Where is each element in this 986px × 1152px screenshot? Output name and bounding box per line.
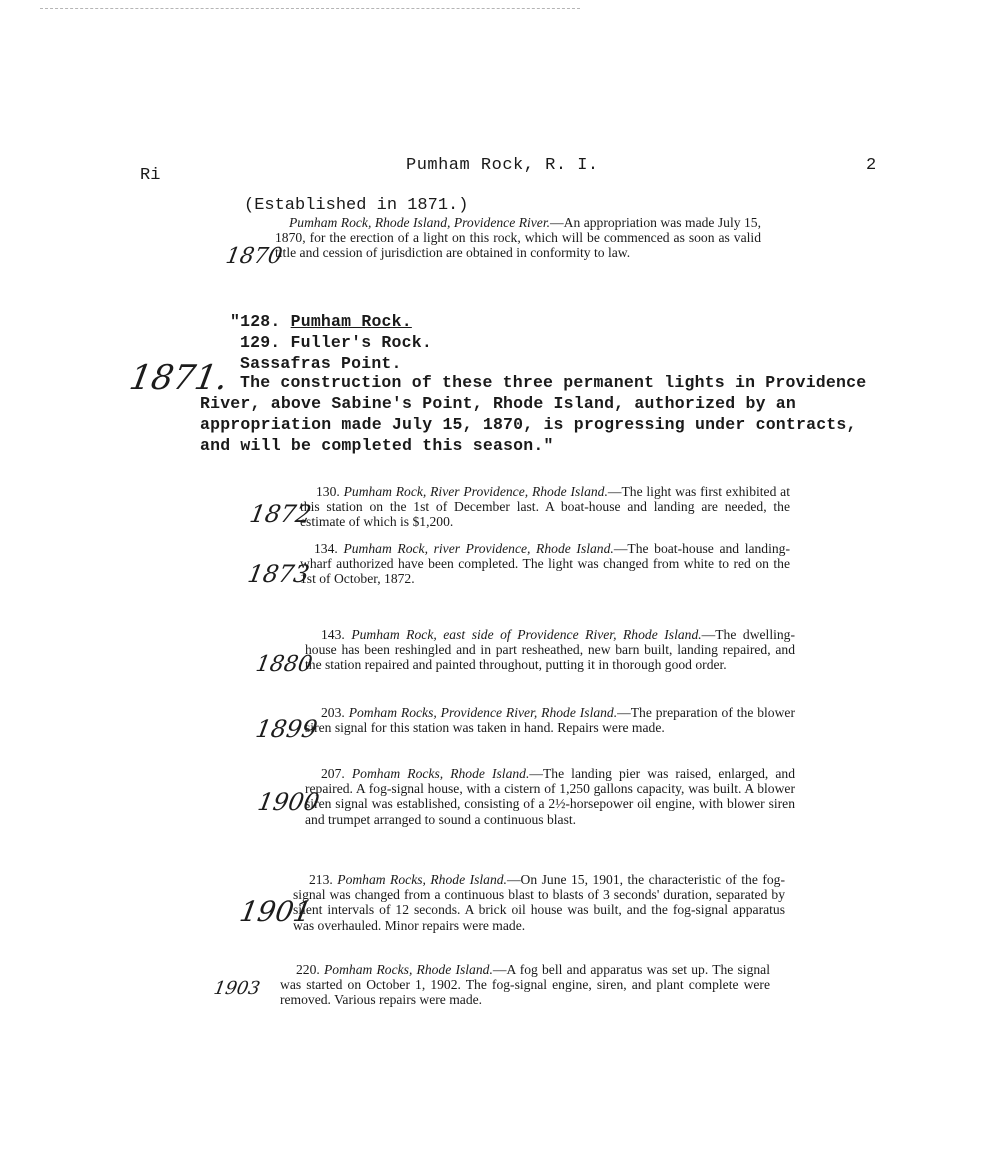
entry-213-lead: Pomham Rocks, Rhode Island.	[337, 872, 507, 887]
margin-note: Ri	[140, 166, 161, 185]
entry-1870-lead: Pumham Rock, Rhode Island, Providence River.	[289, 215, 551, 230]
scan-top-rule	[40, 8, 580, 9]
handwritten-year-1901: 1901	[237, 895, 315, 928]
page-number: 2	[866, 156, 877, 175]
typed-line-sassafras: Sassafras Point.	[240, 354, 402, 373]
entry-213-number: 213.	[309, 872, 333, 887]
entry-220-lead: Pomham Rocks, Rhode Island.	[323, 962, 493, 977]
typed-paragraph: The construction of these three permanent lights in Providence River, above Sabine's Point, Rhode Island, authorized by an appropriation made July 15, 1870, is progressing under contracts, and will be completed this season."	[200, 373, 867, 455]
typed-line-128-prefix: "128.	[230, 312, 291, 331]
entry-143-lead: Pumham Rock, east side of Providence River, Rhode Island.	[351, 627, 702, 642]
handwritten-year-1870: 1870	[223, 244, 285, 269]
entry-143-body: —The dwelling-house has been reshingled and in part resheathed, new barn built, landing repaired, and the station repaired and painted throughout, putting it in thorough good order.	[305, 627, 795, 673]
entry-130-text	[300, 484, 790, 530]
handwritten-year-1873: 1873	[245, 560, 312, 588]
entry-213-body: —On June 15, 1901, the characteristic of the fog-signal was changed from a continuous blast to blasts of 3 seconds' duration, separated by silent intervals of 12 seconds. A brick oil house was built, and the fog-signal apparatus was overhauled. Minor repairs were made.	[293, 872, 785, 933]
entry-207-body: —The landing pier was raised, enlarged, and repaired. A fog-signal house, with a cistern of 1,250 gallons capacity, was built. A blower siren signal was established, consisting of a 2½-horsepower oil engine, with blower siren and trumpet arranged to sound a continuous blast.	[305, 766, 795, 827]
entry-207-text	[305, 766, 795, 827]
handwritten-year-1871: 1871.	[126, 358, 231, 398]
entry-203-number: 203.	[321, 705, 345, 720]
entry-1870-body: —An appropriation was made July 15, 1870, for the erection of a light on this rock, which will be commenced as soon as valid title and cession of jurisdiction are obtained in conformity to law.	[275, 215, 761, 261]
entry-203-text	[305, 705, 795, 735]
handwritten-year-1903: 1903	[212, 978, 262, 999]
handwritten-year-1880: 1880	[253, 652, 315, 677]
entry-207-lead: Pomham Rocks, Rhode Island.	[351, 766, 530, 781]
entry-134-body: —The boat-house and landing-wharf authorized have been completed. The light was changed from white to red on the 1st of October, 1872.	[300, 541, 791, 587]
established-note: (Established in 1871.)	[244, 196, 469, 215]
entry-143-text	[305, 627, 795, 673]
typed-line-128	[230, 311, 870, 332]
entry-203-body: —The preparation of the blower siren signal for this station was taken in hand. Repairs were made.	[305, 705, 795, 736]
handwritten-year-1900: 1900	[255, 788, 322, 816]
entry-207-number: 207.	[321, 766, 345, 781]
entry-213-text	[293, 872, 785, 933]
typed-line-128-name: Pumham Rock.	[290, 312, 412, 331]
entry-130-lead: Pumham Rock, River Providence, Rhode Island.	[343, 484, 608, 499]
page-title: Pumham Rock, R. I.	[406, 156, 599, 175]
entry-220-text	[280, 962, 770, 1008]
entry-134-text	[300, 541, 790, 587]
entry-203-lead: Pomham Rocks, Providence River, Rhode Island.	[348, 705, 618, 720]
entry-143-number: 143.	[321, 627, 345, 642]
handwritten-year-1872: 1872	[247, 500, 314, 528]
entry-134-number: 134.	[314, 541, 338, 556]
entry-130-body: —The light was first exhibited at this station on the 1st of December last. A boat-house and landing are needed, the estimate of which is $1,200.	[300, 484, 790, 530]
entry-1870-text	[275, 215, 761, 261]
handwritten-year-1899: 1899	[253, 715, 320, 743]
entry-220-body: —A fog bell and apparatus was set up. The signal was started on October 1, 1902. The fog-signal engine, siren, and plant complete were removed. Various repairs were made.	[280, 962, 770, 1008]
entry-130-number: 130.	[316, 484, 340, 499]
typed-line-129: 129. Fuller's Rock.	[240, 333, 432, 352]
entry-220-number: 220.	[296, 962, 320, 977]
entry-134-lead: Pumham Rock, river Providence, Rhode Island.	[343, 541, 614, 556]
